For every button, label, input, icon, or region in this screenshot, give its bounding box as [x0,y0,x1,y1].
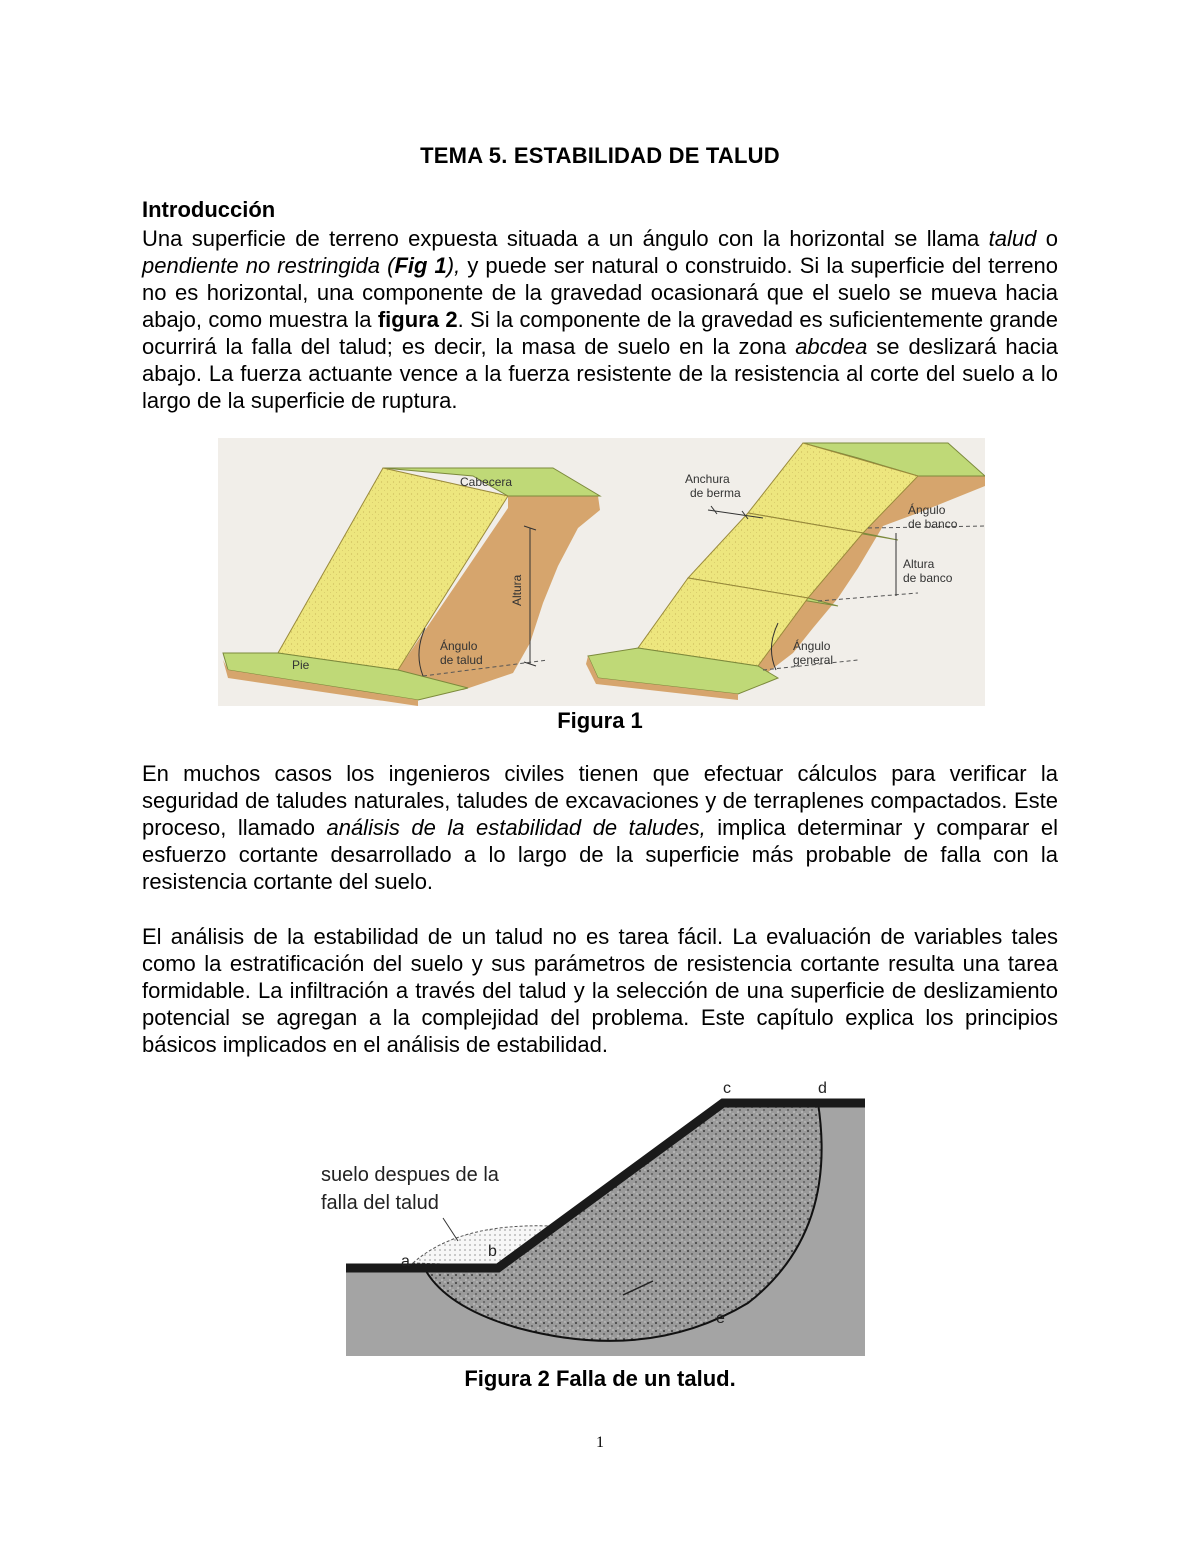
text-run: Fig 1 [394,253,447,278]
intro-paragraph [142,225,1058,414]
figure-2-caption: Figura 2 Falla de un talud. [464,1366,736,1391]
figure-1-illustration [218,438,985,706]
label-angulo-banco-1: Ángulo [908,503,946,517]
label-e: e [716,1310,725,1327]
label-suelo-1: suelo despues de la [321,1164,499,1186]
label-angulo-general-1: Ángulo [793,639,831,653]
text-run: se deslizará hacia abajo. La fuerza actuante vence a la fuerza resistente de la resistencia al corte del suelo a lo largo de la superficie de ruptura. [142,334,1058,413]
label-leader [443,1218,458,1241]
label-cabecera: Cabecera [460,475,513,489]
label-altura: Altura [510,574,524,606]
page-title: TEMA 5. ESTABILIDAD DE TALUD [420,143,780,168]
text-run: implica determinar y comparar el esfuerzo cortante desarrollado a lo largo de la superficie más probable de falla con la resistencia cortante del suelo. [142,815,1058,894]
label-angulo-general-2: general [793,653,834,667]
intro-heading: Introducción [142,197,276,222]
label-altura-banco-2: de banco [903,571,953,585]
label-c: c [723,1080,731,1097]
figure-1-caption: Figura 1 [557,708,643,733]
text-run: En muchos casos los ingenieros civiles tienen que efectuar cálculos para verificar la seguridad de taludes naturales, taludes de excavaciones y de terraplenes compactados. Este proceso, llamado [142,761,1058,840]
label-angulo-talud-2: de talud [440,653,483,667]
label-anchura-1: Anchura [685,472,730,486]
label-altura-banco-1: Altura [903,557,935,571]
label-pie: Pie [292,658,310,672]
analysis-paragraph [142,760,1058,895]
text-run: o [1036,226,1058,251]
difficulty-paragraph [142,923,1058,1058]
text-run: talud [988,226,1037,251]
label-d: d [818,1080,827,1097]
text-run: ), [446,253,461,278]
label-suelo-2: falla del talud [321,1192,439,1214]
text-run: figura 2 [377,307,458,332]
label-a: a [401,1253,410,1270]
label-b: b [488,1243,497,1260]
page-number: 1 [596,1434,604,1451]
figure-2 [318,1073,865,1356]
text-run: Una superficie de terreno expuesta situada a un ángulo con la horizontal se llama [142,226,989,251]
text-run: análisis de la estabilidad de taludes, [326,815,706,840]
text-run: El análisis de la estabilidad de un talud no es tarea fácil. La evaluación de variables tales como la estratificación del suelo y sus parámetros de resistencia cortante resulta una tarea formidable. La infiltración a través del talud y la selección de una superficie de deslizamiento potencial se agregan a la complejidad del problema. Este capítulo explica los principios básicos implicados en el análisis de estabilidad. [142,924,1058,1057]
text-run: . Si la componente de la gravedad es suficientemente grande ocurrirá la falla del talud; es decir, la masa de suelo en la zona [142,307,1058,359]
figure-1 [218,438,985,706]
text-run: pendiente no restringida ( [142,253,395,278]
label-angulo-talud-1: Ángulo [440,639,478,653]
label-angulo-banco-2: de banco [908,517,958,531]
text-run: y puede ser natural o construido. Si la superficie del terreno no es horizontal, una componente de la gravedad ocasionará que el suelo se mueva hacia abajo, como muestra la [142,253,1059,332]
text-run: abcdea [795,334,868,359]
label-anchura-2: de berma [690,486,741,500]
figure-2-illustration [318,1073,865,1356]
